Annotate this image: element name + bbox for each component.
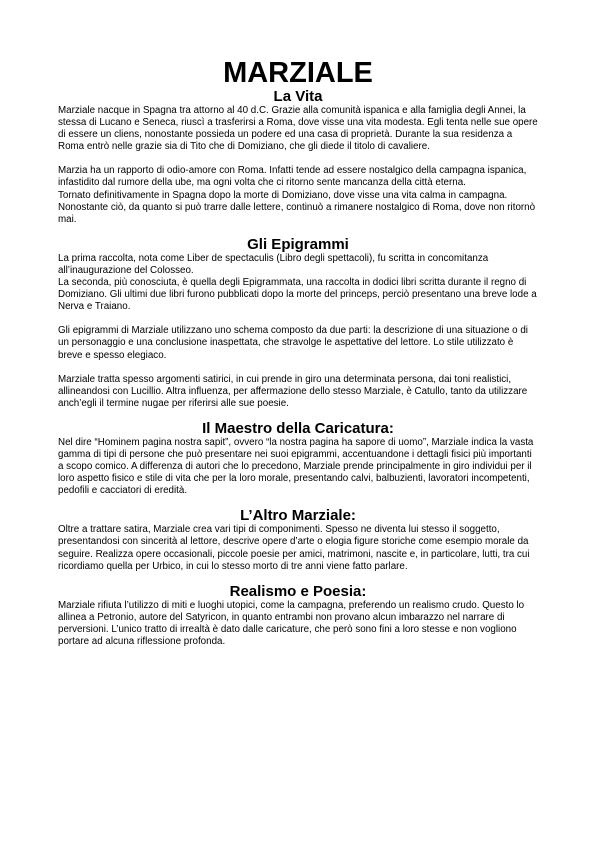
paragraph: Marziale tratta spesso argomenti satirici, in cui prende in giro una determinata persona, dai toni realistici, allineandosi con Lucillio. Altra influenza, per affermazione dello stesso Marziale, è Catullo, tanto da utilizzare anch’egli il termine nugae per riferirsi alle sue poesie. <box>58 373 528 409</box>
paragraph: Gli epigrammi di Marziale utilizzano uno schema composto da due parti: la descrizione di una situazione o di un personaggio e una conclusione inaspettata, che stravolge le aspettative del lettore. Lo stile utilizzato è breve e spesso elegiaco. <box>58 325 528 361</box>
document-page <box>58 58 538 648</box>
section-heading-realismo: Realismo e Poesia: <box>229 582 367 600</box>
paragraph: Marzia ha un rapporto di odio-amore con Roma. Infatti tende ad essere nostalgico della campagna ispanica, infastidito dal rumore della ube, ma ogni volta che ci ritorno sente mancanza della città eterna. <box>58 165 527 189</box>
section-heading-altro-marziale: L’Altro Marziale: <box>240 507 356 525</box>
paragraph: La prima raccolta, nota come Liber de spectaculis (Libro degli spettacoli), fu scritta in concomitanza all’inaugurazione del Colosseo. <box>58 252 489 276</box>
section-heading-vita: La Vita <box>273 88 323 105</box>
section-heading-caricatura: Il Maestro della Caricatura: <box>202 419 394 437</box>
paragraph: Tornato definitivamente in Spagna dopo la morte di Domiziano, dove visse una vita calma in campagna. Nonostante ciò, da quanto si può trarre dalle lettere, continuò a rimanere nostalgico di Roma, dove non ritornò mai. <box>58 189 536 225</box>
paragraph: Oltre a trattare satira, Marziale crea vari tipi di componimenti. Spesso ne diventa lui stesso il soggetto, presentandosi con sincerità al lettore, descrive opere d’arte o elogia figure storiche come esempio morale da seguire. Realizza opere occasionali, piccole poesie per amici, matrimoni, nascite e, in particolare, lutti, tra cui ricordiamo quella per Urbico, in cui lo stesso morto di tre anni viene fatto parlare. <box>58 524 530 572</box>
paragraph: La seconda, più conosciuta, è quella degli Epigrammata, una raccolta in dodici libri scritta durante il regno di Domiziano. Gli ultimi due libri furono pubblicati dopo la morte del princeps, perciò presentano una breve lode a Nerva e Traiano. <box>58 277 537 313</box>
section-heading-epigrammi: Gli Epigrammi <box>247 235 349 253</box>
paragraph: Marziale rifiuta l’utilizzo di miti e luoghi utopici, come la campagna, preferendo un realismo crudo. Questo lo allinea a Petronio, autore del Satyricon, in quanto entrambi non provano alcun imbarazzo nel narrare di perversioni. L’unico tratto di irrealtà è dato dalle caricature, che però sono fini a loro stesse e non vogliono portare ad alcuna riflessione profonda. <box>58 599 525 647</box>
paragraph: Nel dire “Hominem pagina nostra sapit”, ovvero “la nostra pagina ha sapore di uomo”, Marziale indica la vasta gamma di tipi di persone che può presentare nei suoi epigrammi, accentuandone i dettagli fisici più importanti a scopo comico. A differenza di autori che lo precedono, Marziale prende principalmente in giro individui per il loro aspetto fisico e stile di vita che per la loro morale, presentando calvi, balbuzienti, lavoratori incompetenti, pedofili e cacciatori di eredità. <box>58 436 534 497</box>
paragraph: Marziale nacque in Spagna tra attorno al 40 d.C. Grazie alla comunità ispanica e alla famiglia degli Annei, la stessa di Lucano e Seneca, riuscì a trasferirsi a Roma, dove visse una vita modesta. Egli tenta nelle sue opere di essere un cliens, nonostante possieda un podere ed una casa di proprietà. Durante la sua residenza a Roma entrò nelle grazie sia di Tito che di Domiziano, che gli diede il titolo di cavaliere. <box>58 105 538 153</box>
document-title: MARZIALE <box>223 57 373 89</box>
